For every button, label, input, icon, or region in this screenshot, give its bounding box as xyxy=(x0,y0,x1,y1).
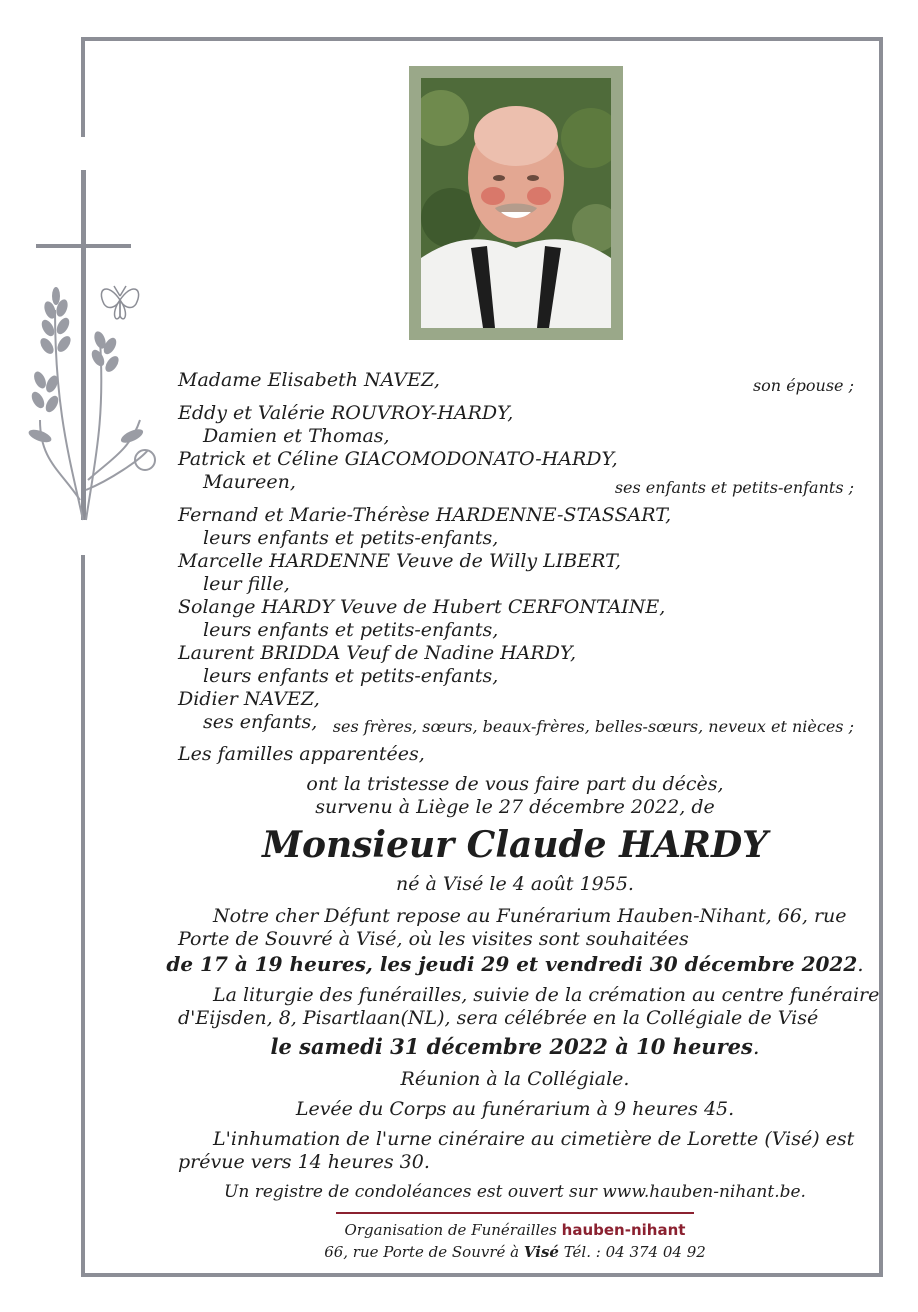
liturgy-line: d'Eijsden, 8, Pisartlaan(NL), sera célébrée en la Collégiale de Visé xyxy=(178,1007,819,1029)
birth-info: né à Visé le 4 août 1955. xyxy=(396,873,634,895)
family-line: leur fille, xyxy=(203,573,290,595)
funeral-address xyxy=(0,1243,918,1261)
family-line: Eddy et Valérie ROUVROY-HARDY, xyxy=(178,402,514,424)
liturgy-date xyxy=(0,1034,918,1059)
wheat-icon xyxy=(27,287,155,520)
liturgy-line: La liturgie des funérailles, suivie de la crémation au centre funéraire xyxy=(213,984,880,1006)
burial-line: prévue vers 14 heures 30. xyxy=(178,1151,430,1173)
visits-schedule xyxy=(0,952,918,976)
family-line: leurs enfants et petits-enfants, xyxy=(203,527,499,549)
visits-schedule-end: . xyxy=(857,952,864,976)
visits-line: Porte de Souvré à Visé, où les visites sont souhaitées xyxy=(178,928,689,950)
address-street: 66, rue Porte de Souvré à xyxy=(324,1243,520,1261)
announcement-line: ont la tristesse de vous faire part du décès, xyxy=(306,773,724,795)
cross-icon xyxy=(20,160,160,540)
family-line: Patrick et Céline GIACOMODONATO-HARDY, xyxy=(178,448,618,470)
frame-border-left-lower xyxy=(81,555,85,1277)
levee-line: Levée du Corps au funérarium à 9 heures 45. xyxy=(295,1098,735,1120)
announcement-line: survenu à Liège le 27 décembre 2022, de xyxy=(315,796,715,818)
organisation-prefix: Organisation de Funérailles xyxy=(344,1221,557,1239)
relation-label: ses enfants et petits-enfants ; xyxy=(614,478,854,497)
family-line: Madame Elisabeth NAVEZ, xyxy=(178,369,440,391)
family-line: Damien et Thomas, xyxy=(203,425,390,447)
family-line: leurs enfants et petits-enfants, xyxy=(203,665,499,687)
address-city: Visé xyxy=(523,1243,559,1261)
liturgy-date-text: le samedi 31 décembre 2022 à 10 heures xyxy=(270,1034,753,1059)
family-line: Maureen, xyxy=(203,471,296,493)
brand-logo: hauben-nihant xyxy=(561,1221,686,1239)
family-line: Fernand et Marie-Thérèse HARDENNE-STASSART, xyxy=(178,504,672,526)
frame-border-top xyxy=(81,37,883,41)
frame-border-left-upper xyxy=(81,37,85,137)
visits-line: Notre cher Défunt repose au Funérarium Hauben-Nihant, 66, rue xyxy=(213,905,847,927)
relation-label: son épouse ; xyxy=(752,376,854,395)
butterfly-icon xyxy=(101,286,138,319)
family-line: ses enfants, xyxy=(203,711,318,733)
family-line: leurs enfants et petits-enfants, xyxy=(203,619,499,641)
frame-border-bottom xyxy=(81,1273,883,1277)
family-line: Les familles apparentées, xyxy=(178,743,425,765)
family-line: Marcelle HARDENNE Veuve de Willy LIBERT, xyxy=(178,550,622,572)
family-line: Solange HARDY Veuve de Hubert CERFONTAINE, xyxy=(178,596,666,618)
family-line: Laurent BRIDDA Veuf de Nadine HARDY, xyxy=(178,642,577,664)
visits-schedule-text: de 17 à 19 heures, les jeudi 29 et vendredi 30 décembre 2022 xyxy=(166,952,858,976)
family-line: Didier NAVEZ, xyxy=(178,688,320,710)
portrait-photo-frame xyxy=(409,66,623,340)
liturgy-date-end: . xyxy=(752,1035,760,1059)
portrait-photo xyxy=(421,78,611,328)
condolence-register: Un registre de condoléances est ouvert sur www.hauben-nihant.be. xyxy=(224,1182,806,1202)
phone-number: Tél. : 04 374 04 92 xyxy=(563,1243,706,1261)
frame-border-right xyxy=(879,37,883,1277)
deceased-name: Monsieur Claude HARDY xyxy=(262,824,768,866)
funeral-organisation xyxy=(0,1221,918,1239)
burial-line: L'inhumation de l'urne cinéraire au cimetière de Lorette (Visé) est xyxy=(213,1128,855,1150)
meeting-line: Réunion à la Collégiale. xyxy=(400,1068,630,1090)
footer-separator xyxy=(336,1212,694,1214)
relation-label: ses frères, sœurs, beaux-frères, belles-sœurs, neveux et nièces ; xyxy=(332,717,854,736)
